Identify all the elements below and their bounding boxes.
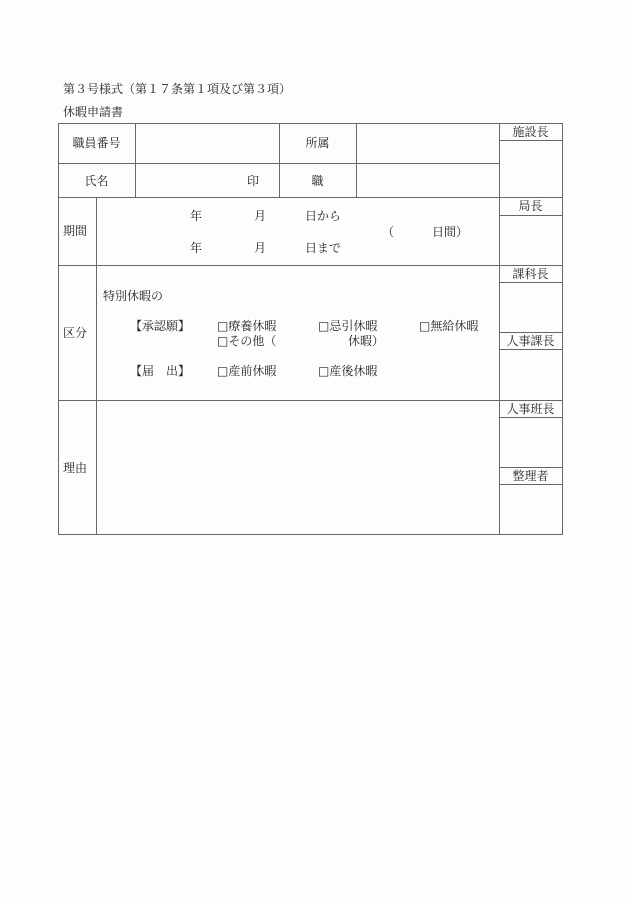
approval-section-chief: 課科長 <box>512 267 549 281</box>
days-count: 日間） <box>432 225 469 239</box>
divider <box>499 332 562 333</box>
until-year: 年 <box>190 241 203 255</box>
reason-label: 理由 <box>63 461 88 475</box>
checkbox-prenatal-leave[interactable]: □産前休暇 <box>217 364 277 378</box>
approval-processor: 整理者 <box>512 469 549 483</box>
checkbox-medical-leave[interactable]: □療養休暇 <box>217 319 277 333</box>
from-day: 日から <box>305 209 342 223</box>
approval-hr-manager: 人事課長 <box>506 334 555 348</box>
employee-number-label: 職員番号 <box>72 136 121 150</box>
divider <box>58 265 563 266</box>
divider <box>499 282 562 283</box>
department-field[interactable] <box>357 124 499 163</box>
other-leave-suffix: 休暇） <box>348 334 385 348</box>
divider <box>58 197 563 198</box>
divider <box>499 417 562 418</box>
divider <box>499 484 562 485</box>
divider <box>499 140 562 141</box>
from-month: 月 <box>254 209 267 223</box>
employee-number-field[interactable] <box>136 124 279 163</box>
category-label: 区分 <box>63 326 88 340</box>
position-label: 職 <box>311 174 324 188</box>
divider <box>499 215 562 216</box>
checkbox-unpaid-leave[interactable]: □無給休暇 <box>419 319 479 333</box>
reason-field[interactable] <box>97 401 499 534</box>
approval-facility-director: 施設長 <box>512 125 549 139</box>
until-month: 月 <box>254 241 267 255</box>
approval-hr-team-leader: 人事班長 <box>506 402 555 416</box>
page-title: 休暇申請書 <box>63 105 124 119</box>
approval-request-label: 【承認願】 <box>130 319 191 333</box>
divider <box>499 467 562 468</box>
special-leave-intro: 特別休暇の <box>103 289 164 303</box>
seal-mark: 印 <box>247 174 260 188</box>
position-field[interactable] <box>357 164 499 197</box>
period-label: 期間 <box>63 224 88 238</box>
checkbox-bereavement-leave[interactable]: □忌引休暇 <box>318 319 378 333</box>
checkbox-other-leave[interactable]: □その他（ <box>217 334 277 348</box>
days-open-paren: （ <box>382 225 395 239</box>
checkbox-postnatal-leave[interactable]: □産後休暇 <box>318 364 378 378</box>
department-label: 所属 <box>305 136 330 150</box>
from-year: 年 <box>190 209 203 223</box>
divider <box>499 349 562 350</box>
form-number: 第３号様式（第１７条第１項及び第３項） <box>63 82 292 96</box>
approval-bureau-director: 局長 <box>518 199 543 213</box>
name-label: 氏名 <box>84 174 109 188</box>
border <box>58 534 563 535</box>
border <box>562 123 563 535</box>
notification-label: 【届 出】 <box>130 364 191 378</box>
until-day: 日まで <box>305 241 342 255</box>
